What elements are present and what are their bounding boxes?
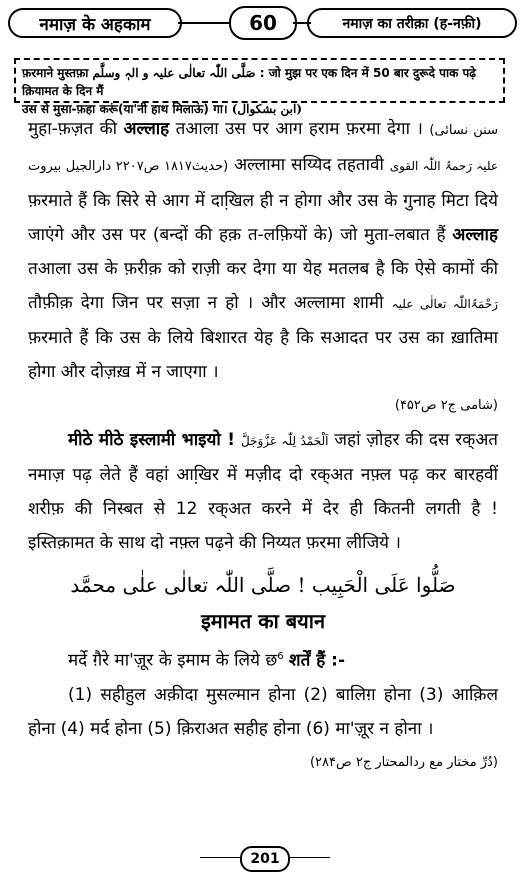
main-text [28,112,498,780]
p2-text: जहां ज़ोहर की दस रक्अत नमाज़ पढ़ लेते हैं वहां आखि़र में मज़ीद दो रक्अत नफ़्ल पढ़ कर बारहवीं शरीफ़ की निस्बत से 12 रक्अत करने में देर ही कितनी लगती है ! इस्तिक़ामत के साथ दो नफ़्ल पढ़ने की निय्यत फ़रमा लीजिये । [28,430,498,553]
notice-text-1: : जो मुझ पर एक दिन में 50 बार दुरूदे पाक पढ़े क़ियामत के दिन मैं [22,66,477,98]
hadith-notice-box [14,58,505,116]
page-header [8,6,517,40]
footer-page-number: 201 [240,846,290,872]
p3-text-end: शर्तें हैं :- [289,650,346,671]
p1-allah: अल्लाह [123,119,170,139]
p1-reference: (سنن نسائی حدیث۱۸۱۷ ص۲۲۰۷ دارالجیل بیروت) [28,123,498,174]
paragraph-2 [28,423,498,560]
footer-rule-left [200,857,240,858]
paragraph-4 [28,678,498,770]
notice-text-2: उस से मुसा-फ़हा करूं(या'नी हाथ मिलाऊं) गा। [22,102,228,116]
notice-label: फ़रमाने मुस्तफ़ा [22,66,89,80]
p1-text-e: तआला उस के फ़रीक़ को राज़ी कर देगा या येह मतलब है कि ऐसे कामों की तौफ़ीक़ देगा जिन पर सज़ा न हो । और अल्लामा शामी [28,259,498,313]
p3-text: मर्दे ग़ैरे मा'ज़ूर के इमाम के लिये छ [68,650,278,671]
p1-reference-2: (شامی ج۲ ص۴۵۲) [394,398,498,413]
p1-text-d: फ़रमाते हैं कि सिरे से आग में दाखि़ल ही न होगा और उस के गुनाह मिटा दिये जाएंगे और उस पर (बन्दों की हक़ त-लफ़ियों के) जो मुता-लबात हैं [28,191,498,245]
header-rule-left [178,22,229,24]
chapter-page-number: 60 [229,6,297,40]
footer-rule-right [290,857,330,858]
p2-arabic: اَلْحَمْدُ لِلّٰہ عَزَّوَجَلَّ [240,434,329,448]
p3-superscript: 6 [277,651,284,662]
p1-text-c: अल्लामा सय्यिद तहतावी [234,155,384,175]
paragraph-1 [28,112,498,423]
notice-honorific: صَلَّی اللّٰہ تعالٰی علیہ و الہٖ وسلَّم [92,66,256,80]
notice-source: (ابن بشکوال) [231,102,302,116]
p1-honorific: علیہ رَحمۃُ اللّٰہ القوی [389,159,499,173]
section-heading: इमामत का बयान [200,609,326,633]
p1-text-a: मुहा-फ़ज़त की [28,119,118,139]
durood-line: صَلُّوا عَلَی الْحَبِیب ! صلَّی اللّٰہ تعالٰی علٰی محمَّد [70,573,456,597]
p1-text-b: तआला उस पर आग हराम फ़रमा देगा । [175,119,423,139]
p1-text-f: फ़रमाते हैं कि उस के लिये बिशारत येह है कि सआदत पर उस का ख़ातिमा होगा और दोज़ख़ में न जाएगा । [28,328,498,382]
paragraph-3 [28,640,498,678]
p4-reference: (دُرِّ مختار مع ردالمحتار ج۲ ص۲۸۴) [309,754,498,770]
p1-honorific-2: رَحْمَۃُاللّٰہ تعالٰی علیہ [391,297,498,311]
p4-text: (1) सहीहुल अक़ीदा मुसल्मान होना (2) बालिग़ होना (3) आक़िल होना (4) मर्द होना (5) क़िराअत सहीह होना (6) मा'ज़ूर न होना । [28,684,498,739]
p2-salutation: मीठे मीठे इस्लामी भाइयो ! [68,430,235,450]
p1-allah-2: अल्लाह [452,225,498,245]
book-title: नमाज़ के अहकाम [8,8,182,38]
chapter-title: नमाज़ का तरीक़ा (ह-नफ़ी) [307,8,517,38]
